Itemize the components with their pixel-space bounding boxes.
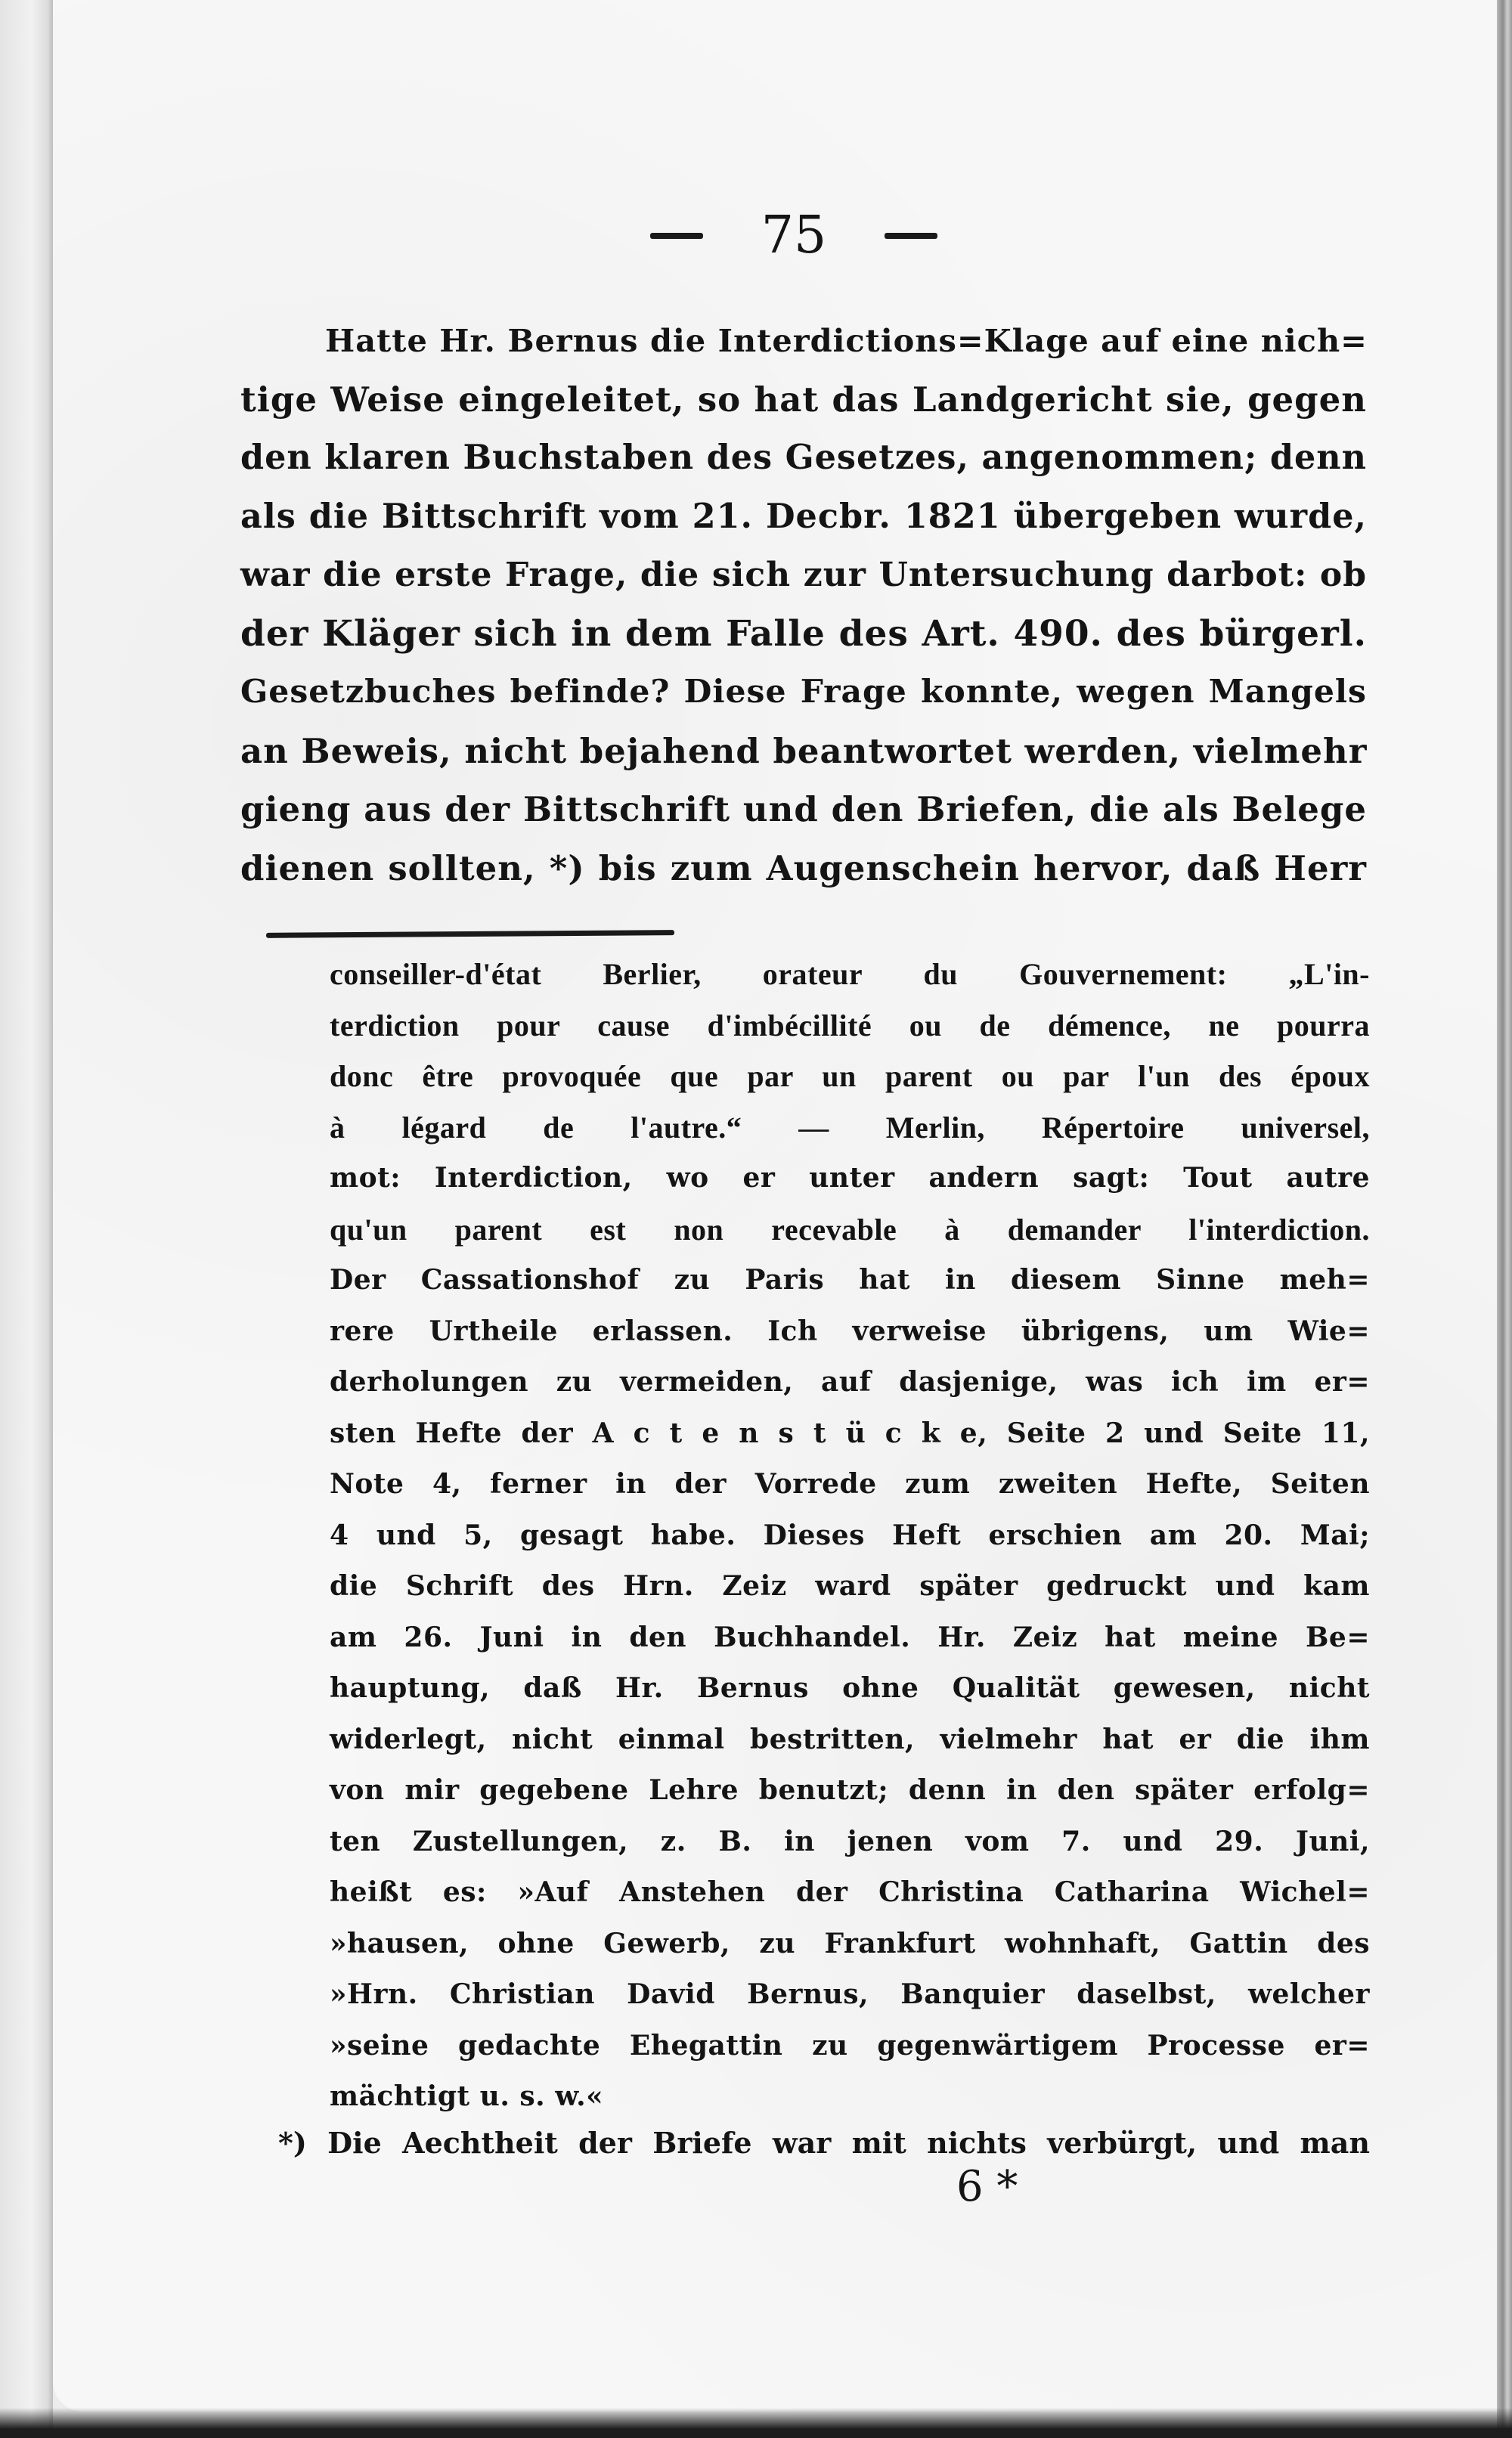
footnote-line: donc être provoquée que par un parent ou par l'un des époux (330, 1059, 1370, 1093)
footnote-line: die Schrift des Hrn. Zeiz ward später gedruckt und kam (330, 1570, 1370, 1602)
footnote-line: Note 4, ferner in der Vorrede zum zweiten Hefte, Seiten (330, 1468, 1370, 1500)
header-dash-left (650, 233, 703, 239)
page-right-edge (1497, 0, 1512, 2438)
footnote-line: heißt es: »Auf Anstehen der Christina Catharina Wichel= (330, 1876, 1370, 1908)
footnote-continuation (330, 949, 1370, 2123)
footnote-line-last: mächtigt u. s. w.« (330, 2080, 604, 2112)
body-line: als die Bittschrift vom 21. Decbr. 1821 übergeben wurde, (240, 496, 1367, 536)
footnote-line: qu'un parent est non recevable à demander l'interdiction. (330, 1212, 1370, 1247)
body-line: den klaren Buchstaben des Gesetzes, angenommen; denn (240, 438, 1367, 477)
body-line: Gesetzbuches befinde? Diese Frage konnte, wegen Mangels (240, 673, 1367, 711)
body-line: der Kläger sich in dem Falle des Art. 490. des bürgerl. (240, 612, 1367, 655)
footnote-line: von mir gegebene Lehre benutzt; denn in den später erfolg= (330, 1774, 1370, 1806)
body-line: tige Weise eingeleitet, so hat das Landgericht sie, gegen (240, 379, 1367, 420)
page-header (650, 206, 937, 265)
footnote-line: ten Zustellungen, z. B. in jenen vom 7. und 29. Juni, (330, 1825, 1370, 1857)
footnote-line: Der Cassationshof zu Paris hat in diesem Sinne meh= (330, 1264, 1370, 1296)
footnote-line: »seine gedachte Ehegattin zu gegenwärtigem Processe er= (330, 2029, 1370, 2062)
body-line: war die erste Frage, die sich zur Untersuchung darbot: ob (240, 556, 1367, 594)
footnote-line: am 26. Juni in den Buchhandel. Hr. Zeiz hat meine Be= (330, 1621, 1370, 1653)
body-text (240, 311, 1367, 897)
footnote-line: sten Hefte der A c t e n s t ü c k e, Seite 2 und Seite 11, (330, 1417, 1370, 1449)
footnote-line: conseiller-d'état Berlier, orateur du Gouvernement: „L'in- (330, 957, 1370, 991)
footnote-line: »Hrn. Christian David Bernus, Banquier daselbst, welcher (330, 1978, 1370, 2010)
body-line: dienen sollten, *) bis zum Augenschein hervor, daß Herr (240, 847, 1367, 888)
footnote-line: rere Urtheile erlassen. Ich verweise übrigens, um Wie= (330, 1315, 1370, 1347)
footnote-line: hauptung, daß Hr. Bernus ohne Qualität gewesen, nicht (330, 1672, 1370, 1704)
footnote-line: à légard de l'autre.“ — Merlin, Répertoire universel, (330, 1110, 1370, 1145)
body-line: gieng aus der Bittschrift und den Briefen, die als Belege (240, 789, 1367, 829)
footnote-line: terdiction pour cause d'imbécillité ou de démence, ne pourra (330, 1008, 1370, 1042)
footnote-line: 4 und 5, gesagt habe. Dieses Heft erschien am 20. Mai; (330, 1519, 1370, 1551)
body-line: an Beweis, nicht bejahend beantwortet werden, vielmehr (240, 730, 1368, 771)
footnote-line: widerlegt, nicht einmal bestritten, vielmehr hat er die ihm (330, 1723, 1370, 1755)
scan-left-margin (0, 0, 53, 2438)
footnote-line: »hausen, ohne Gewerb, zu Frankfurt wohnhaft, Gattin des (330, 1927, 1370, 1959)
footnote-line: derholungen zu vermeiden, auf dasjenige, was ich im er= (330, 1366, 1370, 1398)
body-line: Hatte Hr. Bernus die Interdictions=Klage auf eine nich= (325, 322, 1368, 359)
printer-signature-mark: 6 * (956, 2162, 1018, 2211)
header-dash-right (885, 233, 937, 239)
page-number: 75 (761, 206, 827, 265)
star-footnote: *) Die Aechtheit der Briefe war mit nichts verbürgt, und man (278, 2126, 1370, 2160)
scan-bottom-shadow (0, 2408, 1512, 2438)
footnote-line: mot: Interdiction, wo er unter andern sagt: Tout autre (330, 1162, 1370, 1194)
